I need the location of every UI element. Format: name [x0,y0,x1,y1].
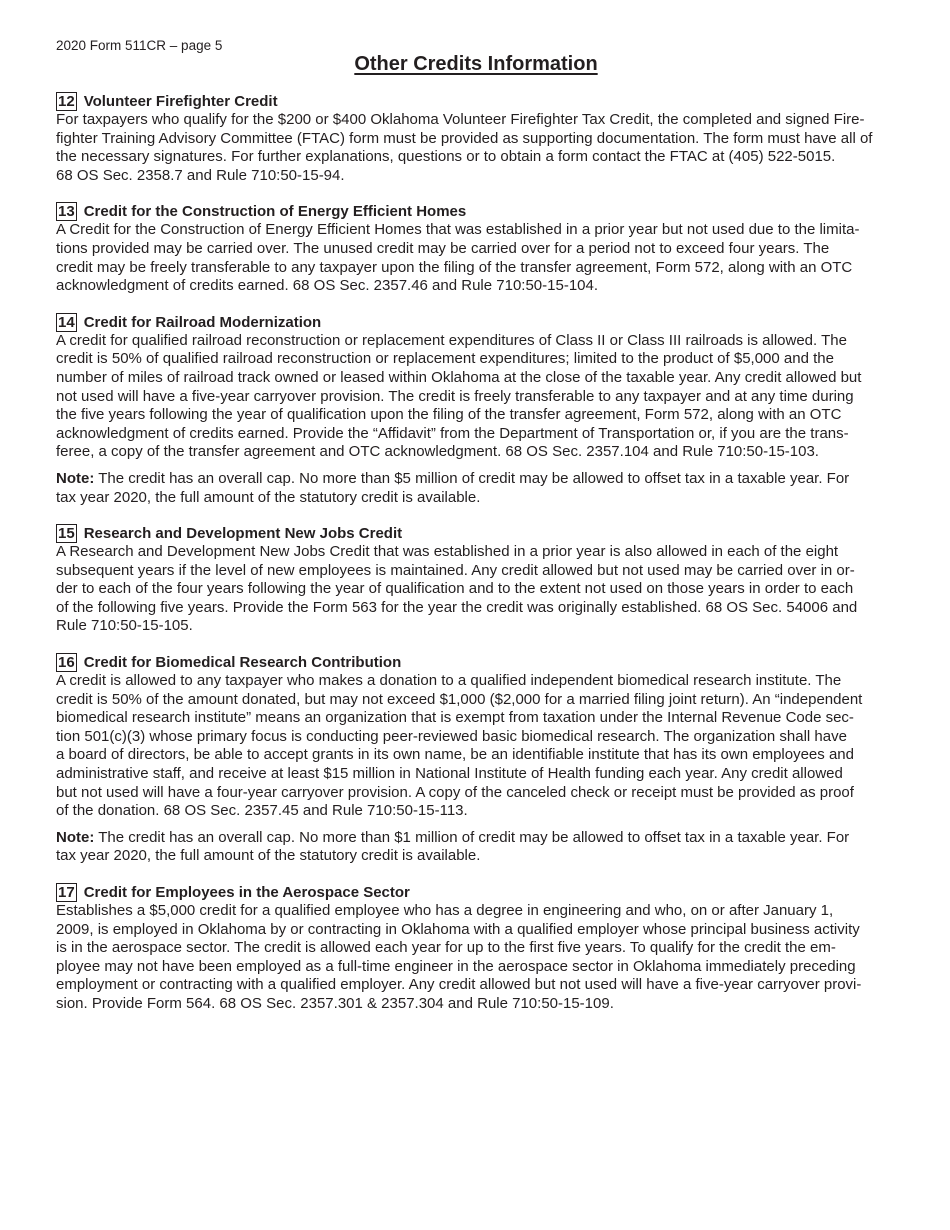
body-line: 68 OS Sec. 2358.7 and Rule 710:50-15-94. [56,166,345,184]
section-heading [56,652,896,672]
body-line: of the following five years. Provide the Form 563 for the year the credit was originally established. 68 OS Sec. 54006 and [56,598,858,616]
body-line: A Credit for the Construction of Energy Efficient Homes that was established in a prior year but not used due to the limita- [56,221,860,239]
section-title: Credit for Railroad Modernization [83,313,322,331]
section-body [56,672,896,821]
line-number-box: 14 [58,313,75,331]
section-biomedical-research-credit [56,652,896,866]
body-line: number of miles of railroad track owned or leased within Oklahoma at the close of the taxable year. Any credit allowed but [56,368,862,386]
body-line: credit is 50% of the amount donated, but may not exceed $1,000 ($2,000 for a married filing joint return). An “independent [56,690,863,708]
section-heading [56,882,896,902]
body-line: A credit is allowed to any taxpayer who makes a donation to a qualified independent biomedical research institute. The [56,672,842,690]
section-railroad-modernization-credit [56,312,896,507]
body-line: the necessary signatures. For further explanations, questions or to obtain a form contact the FTAC at (405) 522-5015. [56,148,836,166]
note-label: Note: [56,469,95,487]
section-body [56,902,896,1014]
body-line: the five years following the year of qualification upon the filing of the transfer agreement, Form 572, along with an OTC [56,406,842,424]
body-line: a board of directors, be able to accept grants in its own name, be an identifiable institute that has its own employees and [56,746,854,764]
line-number-box: 13 [58,203,75,221]
body-line: tions provided may be carried over. The unused credit may be carried over for a period not to exceed four years. The [56,239,830,257]
section-body [56,332,896,462]
line-number-box: 12 [58,93,75,110]
body-line: sion. Provide Form 564. 68 OS Sec. 2357.301 & 2357.304 and Rule 710:50-15-109. [56,994,614,1012]
line-number-box: 15 [58,525,75,543]
section-heading [56,523,896,543]
section-volunteer-firefighter-credit [56,91,896,185]
body-line: feree, a copy of the transfer agreement and OTC acknowledgment. 68 OS Sec. 2357.104 and Rule 710:50-15-103. [56,443,819,461]
form-page-label: 2020 Form 511CR – page 5 [56,38,223,53]
note-line: tax year 2020, the full amount of the statutory credit is available. [56,488,481,506]
section-title: Credit for the Construction of Energy Efficient Homes [83,203,467,221]
section-heading [56,91,896,111]
section-note [56,829,896,866]
section-aerospace-employees-credit [56,882,896,1014]
body-line: credit is 50% of qualified railroad reconstruction or replacement expenditures; limited to the product of $5,000 and the [56,350,834,368]
body-line: tion 501(c)(3) whose primary focus is conducting peer-reviewed basic biomedical research. The organization shall have [56,727,847,745]
section-title: Volunteer Firefighter Credit [83,93,278,110]
body-line: A credit for qualified railroad reconstruction or replacement expenditures of Class II or Class III railroads is allowed. The [56,331,847,349]
body-line: administrative staff, and receive at least $15 million in National Institute of Health funding each year. Any credit allowed [56,765,843,783]
body-line: biomedical research institute” means an organization that is exempt from taxation under the Internal Revenue Code sec- [56,709,854,727]
body-line: ployee may not have been employed as a full-time engineer in the aerospace sector in Oklahoma immediately preceding [56,957,856,975]
section-body [56,111,896,185]
note-label: Note: [56,828,95,846]
section-title: Research and Development New Jobs Credit [83,525,403,543]
body-line: acknowledgment of credits earned. 68 OS Sec. 2357.46 and Rule 710:50-15-104. [56,277,599,295]
body-line: employment or contracting with a qualified employer. Any credit allowed but not used will have a five-year carryover provi- [56,976,862,994]
body-line: acknowledgment of credits earned. Provide the “Affidavit” from the Department of Transportation or, if you are the trans- [56,424,849,442]
section-title: Credit for Employees in the Aerospace Sector [83,884,410,901]
body-line: is in the aerospace sector. The credit is allowed each year for up to the first five years. To qualify for the credit the em- [56,939,836,957]
note-line: The credit has an overall cap. No more than $5 million of credit may be allowed to offset tax in a taxable year. For [94,469,850,487]
page-title: Other Credits Information [354,53,598,75]
body-line: of the donation. 68 OS Sec. 2357.45 and Rule 710:50-15-113. [56,802,468,820]
line-number-box: 16 [58,654,75,672]
section-title: Credit for Biomedical Research Contribution [83,654,402,672]
body-line: credit may be freely transferable to any taxpayer upon the filing of the transfer agreement, Form 572, along with an OTC [56,258,853,276]
body-line: not used will have a five-year carryover provision. The credit is freely transferable to any taxpayer and at any time during [56,387,854,405]
body-line: For taxpayers who qualify for the $200 or $400 Oklahoma Volunteer Firefighter Tax Credit, the completed and signed Fire- [56,111,865,128]
section-research-development-jobs-credit [56,523,896,636]
section-energy-efficient-homes-credit [56,201,896,295]
body-line: subsequent years if the level of new employees is maintained. Any credit allowed but not used may be carried over in or- [56,561,855,579]
section-body [56,543,896,636]
body-line: Rule 710:50-15-105. [56,617,193,635]
body-line: fighter Training Advisory Committee (FTAC) form must be provided as supporting documentation. The form must have all of [56,129,873,147]
body-line: Establishes a $5,000 credit for a qualified employee who has a degree in engineering and who, on or after January 1, [56,902,834,919]
form-page [56,38,896,1014]
body-line: 2009, is employed in Oklahoma by or contracting in Oklahoma with a qualified employer whose principal business activity [56,920,860,938]
section-body [56,221,896,295]
section-heading [56,312,896,332]
line-number-box: 17 [58,884,75,901]
body-line: A Research and Development New Jobs Credit that was established in a prior year is also allowed in each of the eight [56,543,839,561]
note-line: tax year 2020, the full amount of the statutory credit is available. [56,847,481,865]
section-note [56,470,896,507]
body-line: der to each of the four years following the year of qualification and to the extent not used on those years in order to each [56,580,854,598]
note-line: The credit has an overall cap. No more than $1 million of credit may be allowed to offset tax in a taxable year. For [94,828,850,846]
body-line: but not used will have a four-year carryover provision. A copy of the canceled check or receipt must be provided as proof [56,783,854,801]
section-heading [56,201,896,221]
